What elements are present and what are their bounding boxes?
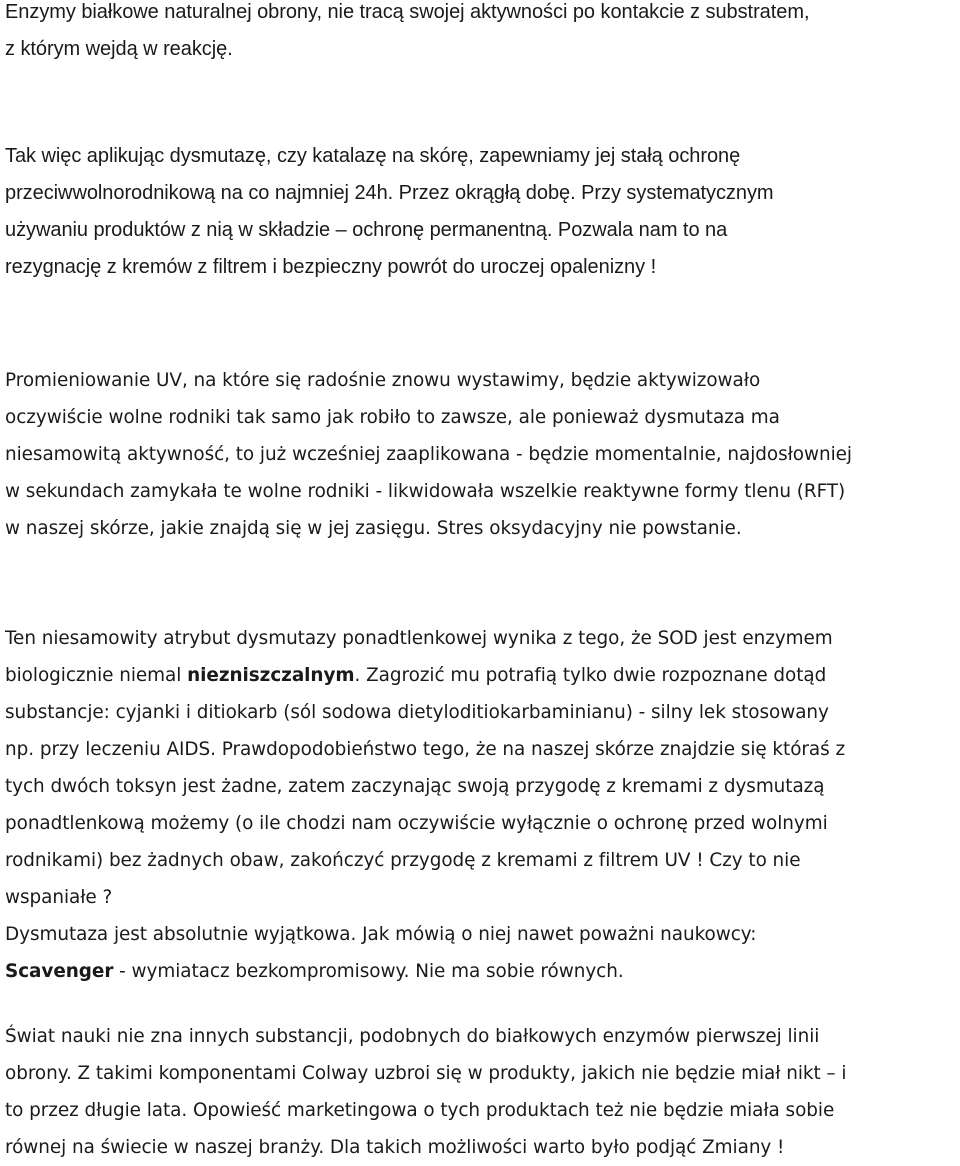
text-line: obrony. Z takimi komponentami Colway uzbroi się w produkty, jakich nie będzie miał nikt – i xyxy=(5,1063,847,1084)
paragraph-uv-radiation xyxy=(5,362,957,547)
text-line: to przez długie lata. Opowieść marketingowa o tych produktach też nie będzie miała sobie xyxy=(5,1100,835,1121)
paragraph-scavenger xyxy=(5,916,957,990)
text-line: Promieniowanie UV, na które się radośnie znowu wystawimy, będzie aktywizowało xyxy=(5,370,761,391)
text-line: tych dwóch toksyn jest żadne, zatem zaczynając swoją przygodę z kremami z dysmutazą xyxy=(5,776,825,797)
text-line: Świat nauki nie zna innych substancji, podobnych do białkowych enzymów pierwszej linii xyxy=(5,1026,820,1047)
text-line: równej na świecie w naszej branży. Dla takich możliwości warto było podjąć Zmiany ! xyxy=(5,1137,785,1158)
bold-term-indestructible: niezniszczalnym xyxy=(187,665,355,686)
text-line: w sekundach zamykała te wolne rodniki - likwidowała wszelkie reaktywne formy tlenu (RFT) xyxy=(5,481,846,502)
paragraph-protection xyxy=(5,138,957,286)
text-line: rodnikami) bez żadnych obaw, zakończyć przygodę z kremami z filtrem UV ! Czy to nie xyxy=(5,850,801,871)
text-run: - wymiatacz bezkompromisowy. Nie ma sobie równych. xyxy=(113,961,624,982)
text-line: oczywiście wolne rodniki tak samo jak robiło to zawsze, ale ponieważ dysmutaza ma xyxy=(5,407,780,428)
text-line: przeciwwolnorodnikową na co najmniej 24h. Przez okrągłą dobę. Przy systematycznym xyxy=(5,182,774,204)
text-line: rezygnację z kremów z filtrem i bezpieczny powrót do uroczej opalenizny ! xyxy=(5,256,657,278)
paragraph-colway xyxy=(5,1018,957,1166)
text-line: niesamowitą aktywność, to już wcześniej zaaplikowana - będzie momentalnie, najdosłowniej xyxy=(5,444,852,465)
text-line xyxy=(5,657,957,694)
text-line: Ten niesamowity atrybut dysmutazy ponadtlenkowej wynika z tego, że SOD jest enzymem xyxy=(5,628,833,649)
text-line: Dysmutaza jest absolutnie wyjątkowa. Jak mówią o niej nawet poważni naukowcy: xyxy=(5,924,757,945)
text-line: ponadtlenkową możemy (o ile chodzi nam oczywiście wyłącznie o ochronę przed wolnymi xyxy=(5,813,828,834)
text-line: w naszej skórze, jakie znajdą się w jej zasięgu. Stres oksydacyjny nie powstanie. xyxy=(5,518,742,539)
text-line: z którym wejdą w reakcję. xyxy=(5,38,233,60)
text-line: wspaniałe ? xyxy=(5,887,113,908)
text-run: biologicznie niemal xyxy=(5,665,188,686)
text-line: Tak więc aplikując dysmutazę, czy katalazę na skórę, zapewniamy jej stałą ochronę xyxy=(5,145,741,167)
text-line: używaniu produktów z nią w składzie – ochronę permanentną. Pozwala nam to na xyxy=(5,219,728,241)
text-line: np. przy leczeniu AIDS. Prawdopodobieństwo tego, że na naszej skórze znajdzie się któraś z xyxy=(5,739,846,760)
text-line xyxy=(5,953,957,990)
text-run: . Zagrozić mu potrafią tylko dwie rozpoznane dotąd xyxy=(354,665,827,686)
paragraph-enzymes-activity xyxy=(5,0,957,68)
bold-term-scavenger: Scavenger xyxy=(5,961,114,982)
paragraph-sod-attribute xyxy=(5,620,957,916)
text-line: substancje: cyjanki i ditiokarb (sól sodowa dietyloditiokarbaminianu) - silny lek stosowany xyxy=(5,702,829,723)
text-line: Enzymy białkowe naturalnej obrony, nie tracą swojej aktywności po kontakcie z substratem, xyxy=(5,1,810,23)
